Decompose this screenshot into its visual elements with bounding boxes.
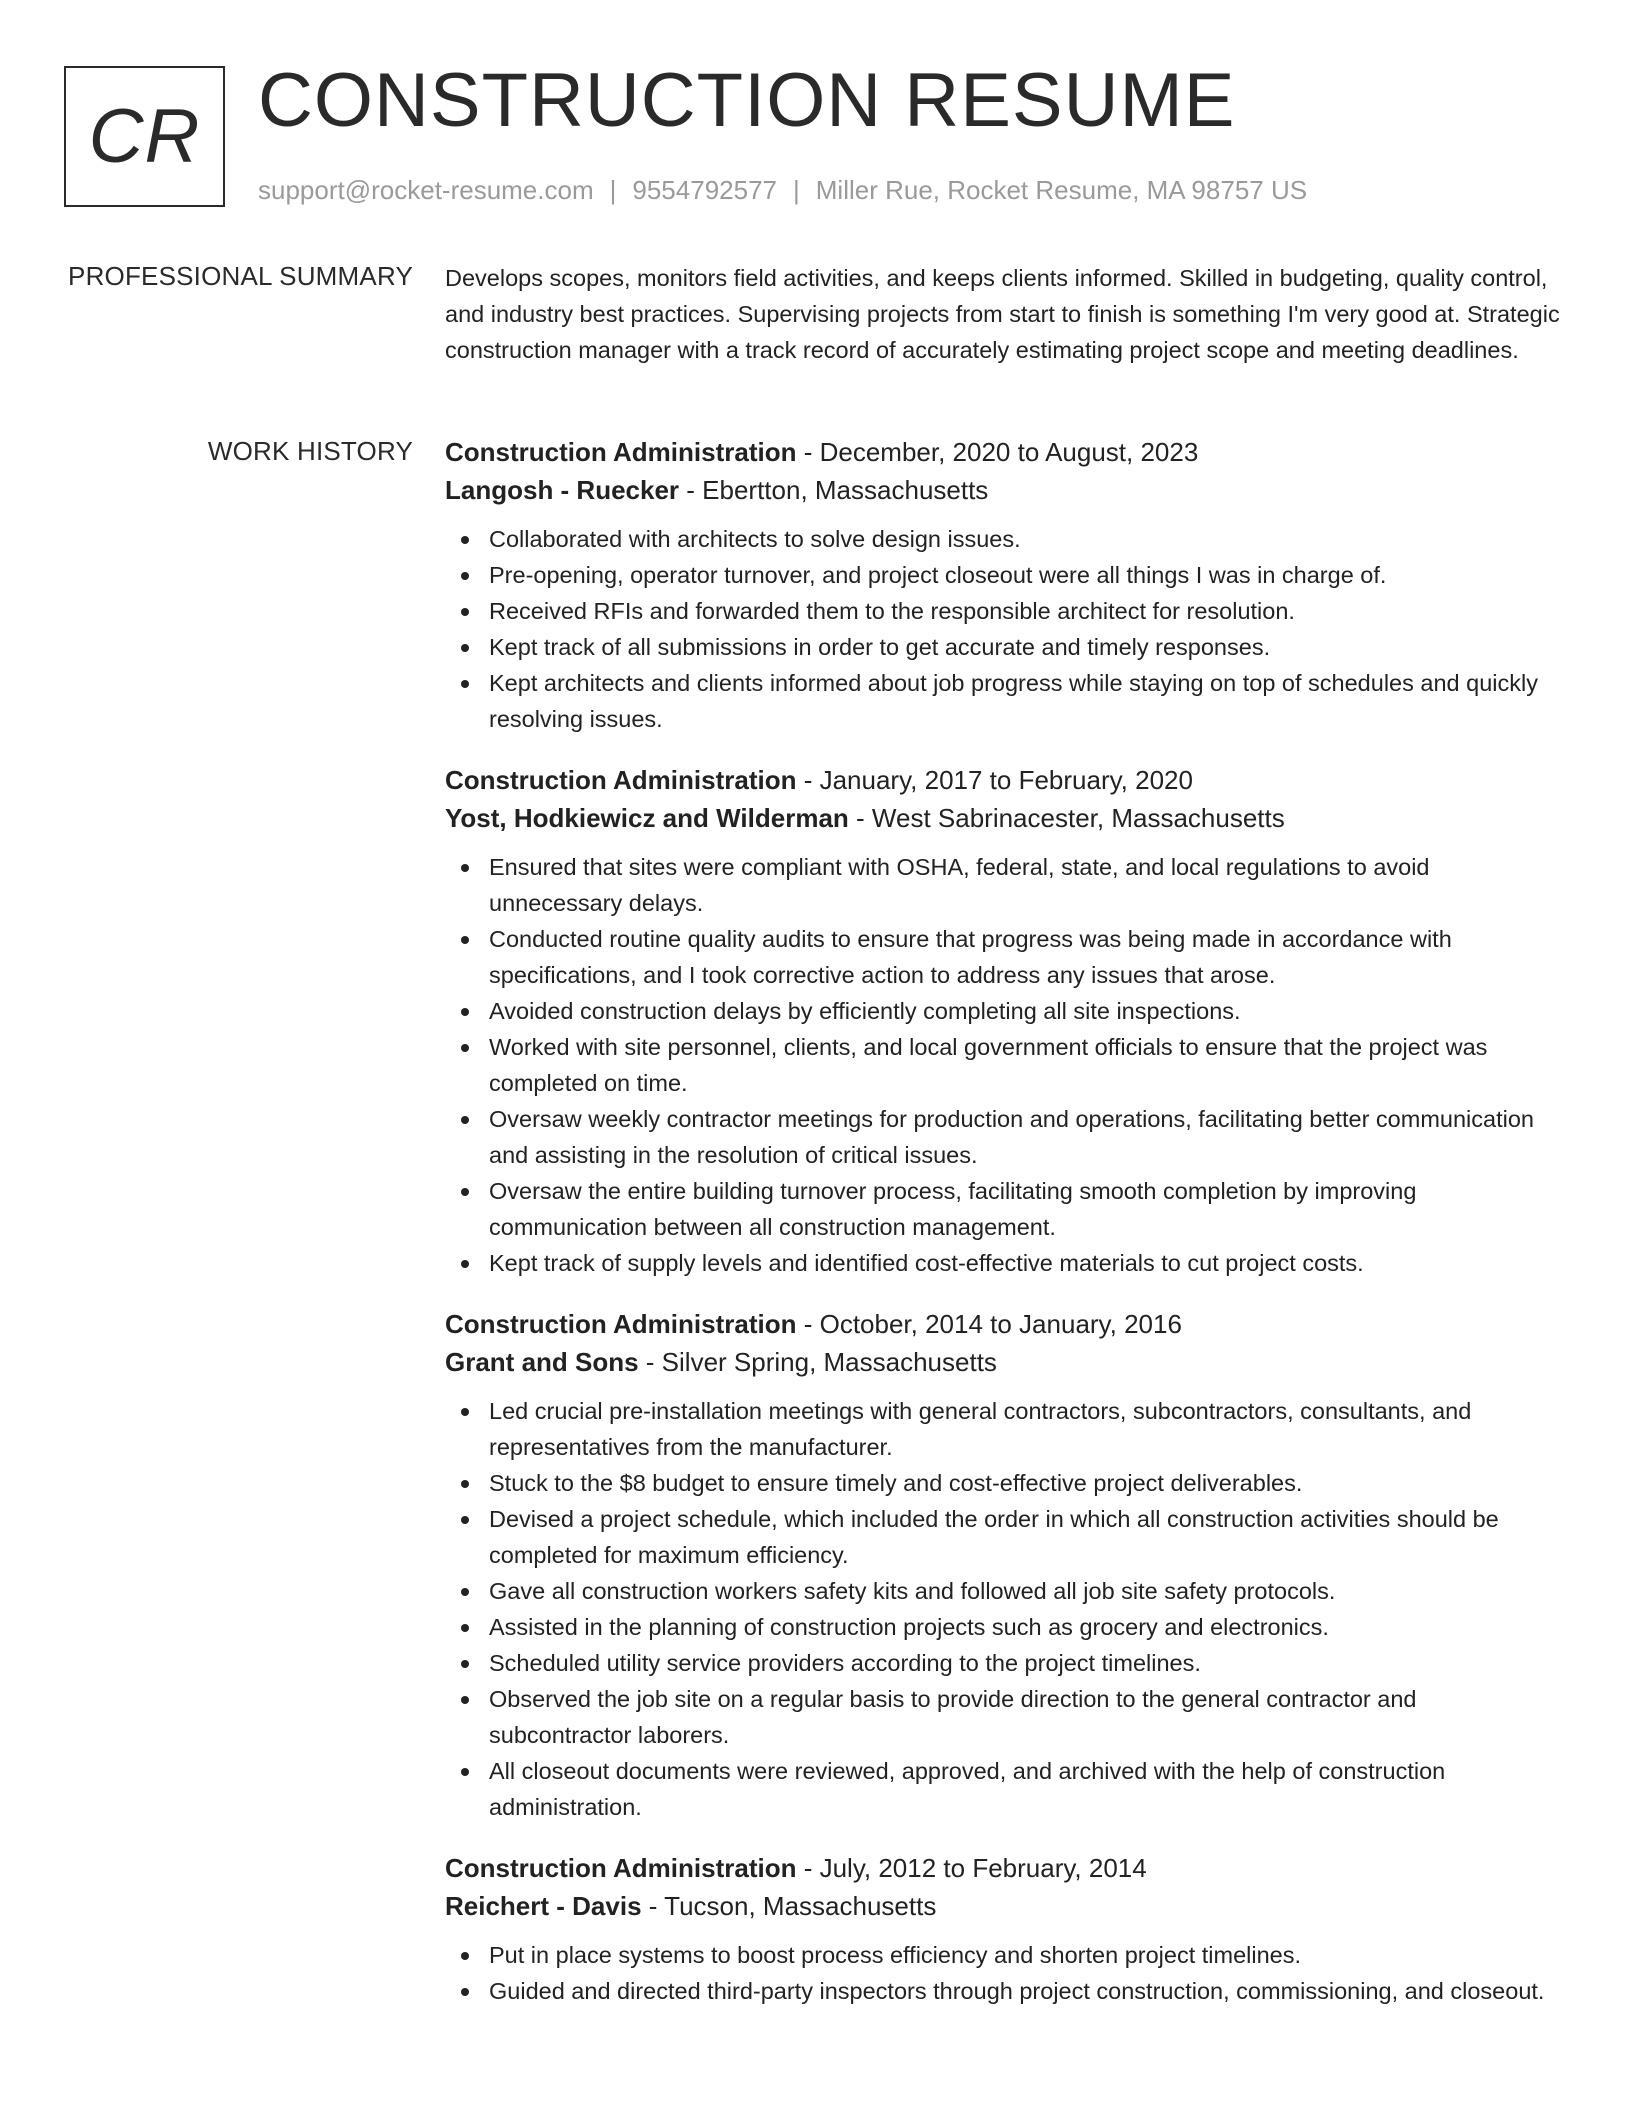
job-dates: - December, 2020 to August, 2023 — [796, 437, 1199, 467]
job-company: Reichert - Davis — [445, 1891, 642, 1921]
job-bullet-item: Kept track of supply levels and identified cost-effective materials to cut project costs. — [445, 1245, 1560, 1281]
job-title: Construction Administration — [445, 437, 797, 467]
job-bullet-item: Oversaw the entire building turnover process, facilitating smooth completion by improving communication between all construction management. — [445, 1173, 1560, 1245]
contact-separator: | — [609, 175, 617, 205]
job-entry — [445, 1305, 1560, 1825]
job-bullet-list — [445, 521, 1560, 737]
job-dates: - January, 2017 to February, 2020 — [796, 765, 1193, 795]
job-location: - Tucson, Massachusetts — [641, 1891, 937, 1921]
resume-title: CONSTRUCTION RESUME — [258, 58, 1236, 143]
job-company: Yost, Hodkiewicz and Wilderman — [445, 803, 849, 833]
job-bullet-item: Ensured that sites were compliant with OSHA, federal, state, and local regulations to avoid unnecessary delays. — [445, 849, 1560, 921]
job-title: Construction Administration — [445, 1853, 797, 1883]
job-company-line — [445, 1343, 1560, 1381]
contact-line — [258, 174, 1307, 206]
job-bullet-item: Observed the job site on a regular basis to provide direction to the general contractor and subcontractor laborers. — [445, 1681, 1560, 1753]
job-title: Construction Administration — [445, 765, 797, 795]
work-history-body — [445, 433, 1560, 2033]
job-bullet-item: Received RFIs and forwarded them to the responsible architect for resolution. — [445, 593, 1560, 629]
contact-address: Miller Rue, Rocket Resume, MA 98757 US — [815, 175, 1308, 205]
summary-body — [445, 258, 1560, 368]
job-entry — [445, 761, 1560, 1281]
job-bullet-item: Guided and directed third-party inspectors through project construction, commissioning, and closeout. — [445, 1973, 1560, 2009]
summary-text: Develops scopes, monitors field activities, and keeps clients informed. Skilled in budgeting, quality control, and industry best practices. Supervising projects from start to finish is something I'm very good at. Strategic construction manager with a track record of accurately estimating project scope and meeting deadlines. — [445, 265, 1560, 363]
job-company: Grant and Sons — [445, 1347, 639, 1377]
job-bullet-item: Led crucial pre-installation meetings with general contractors, subcontractors, consultants, and representatives from the manufacturer. — [445, 1393, 1560, 1465]
job-bullet-item: Put in place systems to boost process efficiency and shorten project timelines. — [445, 1937, 1560, 1973]
job-bullet-item: Kept architects and clients informed about job progress while staying on top of schedules and quickly resolving issues. — [445, 665, 1560, 737]
job-bullet-item: Scheduled utility service providers according to the project timelines. — [445, 1645, 1560, 1681]
work-history-label: WORK HISTORY — [207, 436, 413, 466]
job-bullet-item: Worked with site personnel, clients, and local government officials to ensure that the project was completed on time. — [445, 1029, 1560, 1101]
job-company-line — [445, 471, 1560, 509]
job-location: - West Sabrinacester, Massachusetts — [848, 803, 1285, 833]
job-title: Construction Administration — [445, 1309, 797, 1339]
contact-email[interactable]: support@rocket-resume.com — [258, 175, 594, 205]
job-bullet-item: Avoided construction delays by efficiently completing all site inspections. — [445, 993, 1560, 1029]
job-company-line — [445, 799, 1560, 837]
job-bullet-item: Kept track of all submissions in order to get accurate and timely responses. — [445, 629, 1560, 665]
job-bullet-list — [445, 1937, 1560, 2009]
job-bullet-item: Conducted routine quality audits to ensure that progress was being made in accordance with specifications, and I took corrective action to address any issues that arose. — [445, 921, 1560, 993]
job-dates: - July, 2012 to February, 2014 — [796, 1853, 1147, 1883]
job-company-line — [445, 1887, 1560, 1925]
job-title-line — [445, 433, 1560, 471]
job-location: - Silver Spring, Massachusetts — [638, 1347, 997, 1377]
job-bullet-item: Gave all construction workers safety kits and followed all job site safety protocols. — [445, 1573, 1560, 1609]
job-entry — [445, 433, 1560, 737]
job-bullet-item: Collaborated with architects to solve design issues. — [445, 521, 1560, 557]
job-bullet-item: Stuck to the $8 budget to ensure timely and cost-effective project deliverables. — [445, 1465, 1560, 1501]
summary-label: PROFESSIONAL SUMMARY — [68, 261, 413, 291]
monogram-initials: CR — [88, 94, 201, 179]
job-entry — [445, 1849, 1560, 2009]
job-title-line — [445, 1849, 1560, 1887]
job-bullet-list — [445, 849, 1560, 1281]
contact-phone[interactable]: 9554792577 — [632, 175, 777, 205]
contact-separator: | — [793, 175, 800, 205]
job-title-line — [445, 761, 1560, 799]
job-location: - Ebertton, Massachusetts — [679, 475, 989, 505]
job-bullet-item: Pre-opening, operator turnover, and project closeout were all things I was in charge of. — [445, 557, 1560, 593]
job-title-line — [445, 1305, 1560, 1343]
job-bullet-item: All closeout documents were reviewed, approved, and archived with the help of construction administration. — [445, 1753, 1560, 1825]
job-dates: - October, 2014 to January, 2016 — [796, 1309, 1182, 1339]
job-bullet-item: Devised a project schedule, which included the order in which all construction activities should be completed for maximum efficiency. — [445, 1501, 1560, 1573]
job-bullet-list — [445, 1393, 1560, 1825]
monogram-box — [64, 66, 225, 207]
job-bullet-item: Assisted in the planning of construction projects such as grocery and electronics. — [445, 1609, 1560, 1645]
job-bullet-item: Oversaw weekly contractor meetings for production and operations, facilitating better communication and assisting in the resolution of critical issues. — [445, 1101, 1560, 1173]
job-company: Langosh - Ruecker — [445, 475, 680, 505]
